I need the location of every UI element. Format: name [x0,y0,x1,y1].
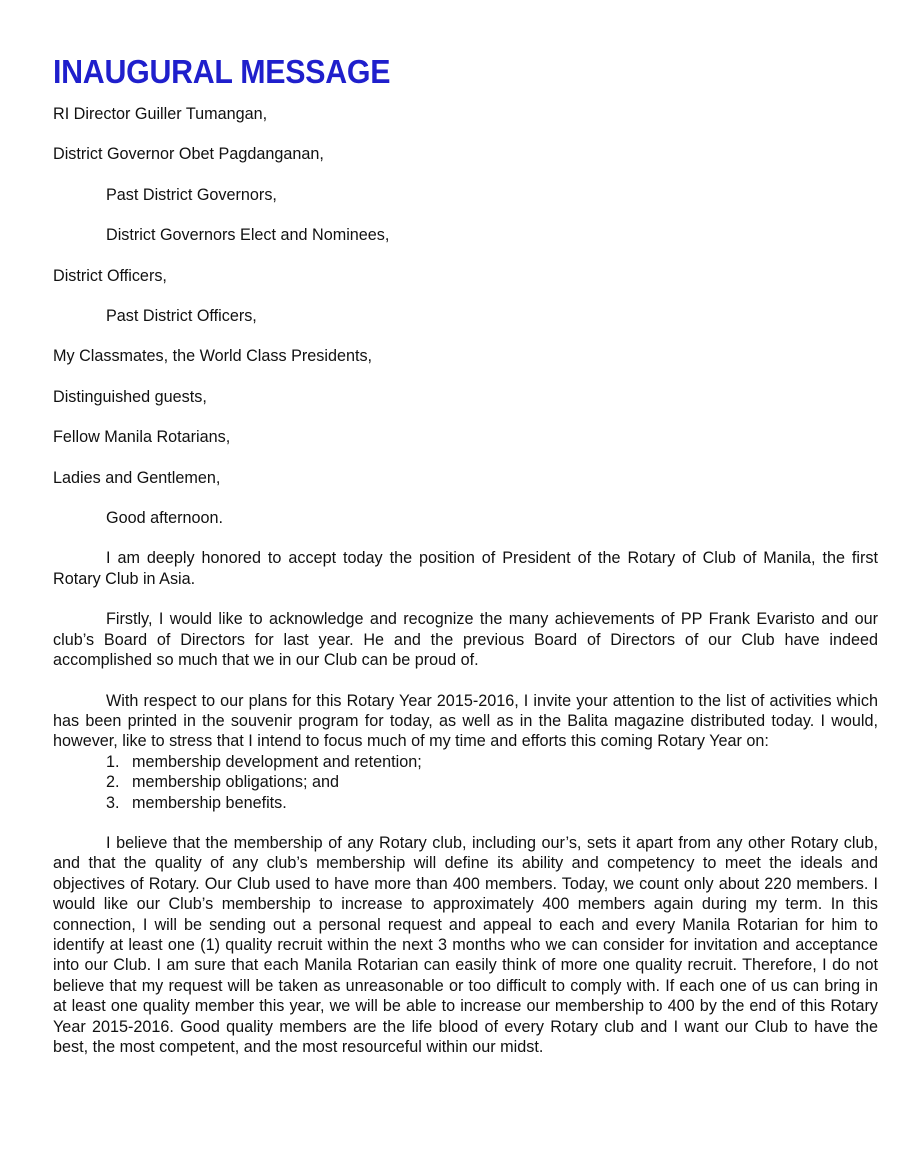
salutation-list [53,104,878,528]
list-item-number: 2. [106,773,120,792]
list-item [106,752,878,772]
greeting-line: Good afternoon. [106,509,223,528]
document-page [53,52,878,1077]
salutation-line: My Classmates, the World Class Presidents, [53,347,373,366]
salutation-line: District Officers, [53,266,167,285]
salutation-line: Fellow Manila Rotarians, [53,428,231,447]
list-item-number: 1. [106,752,120,771]
page-title: INAUGURAL MESSAGE [53,53,391,90]
salutation-line: Ladies and Gentlemen, [53,468,221,487]
focus-list [53,752,878,813]
list-item-text: membership development and retention; [132,752,422,771]
salutation-line: Past District Officers, [106,307,257,326]
list-item-text: membership obligations; and [132,773,339,792]
salutation-line: District Governors Elect and Nominees, [106,226,390,245]
closing-paragraph: I believe that the membership of any Rotary club, including our’s, sets it apart from any other Rotary club, and that the quality of any club’s membership will define its ability and competency to meet the ideals and objectives of Rotary. Our Club used to have more than 400 members. Today, we count only about 220 members. I would like our Club’s membership to increase to approximately 400 members again during my term. In this connection, I will be sending out a personal request and appeal to each and every Manila Rotarian for him to identify at least one (1) quality recruit within the next 3 months who we can consider for invitation and acceptance into our Club. I am sure that each Manila Rotarian can easily think of more one quality recruit. Therefore, I do not believe that my request will be taken as unreasonable or too difficult to comply with. If each one of us can bring in at least one quality member this year, we will be able to increase our membership to 400 by the end of this Rotary Year 2015-2016. Good quality members are the life blood of every Rotary club and I want our Club to have the best, the most competent, and the most resourceful within our midst. [53,833,878,1056]
list-item [106,772,878,792]
salutation-line: Distinguished guests, [53,387,207,406]
body-paragraph: I am deeply honored to accept today the position of President of the Rotary of Club of Manila, the first Rotary Club in Asia. [53,549,878,588]
salutation-line: District Governor Obet Pagdanganan, [53,145,324,164]
list-item-text: membership benefits. [132,793,287,812]
list-item-number: 3. [106,793,120,812]
salutation-line: Past District Governors, [106,185,277,204]
body-paragraph: With respect to our plans for this Rotary Year 2015-2016, I invite your attention to the list of activities which has been printed in the souvenir program for today, as well as in the Balita magazine distributed today. I would, however, like to stress that I intend to focus much of my time and efforts this coming Rotary Year on: [53,691,878,751]
salutation-line: RI Director Guiller Tumangan, [53,105,268,123]
list-item [106,793,878,813]
body-paragraph: Firstly, I would like to acknowledge and recognize the many achievements of PP Frank Evaristo and our club’s Board of Directors for last year. He and the previous Board of Directors of our Club have indeed accomplished so much that we in our Club can be proud of. [53,610,878,670]
